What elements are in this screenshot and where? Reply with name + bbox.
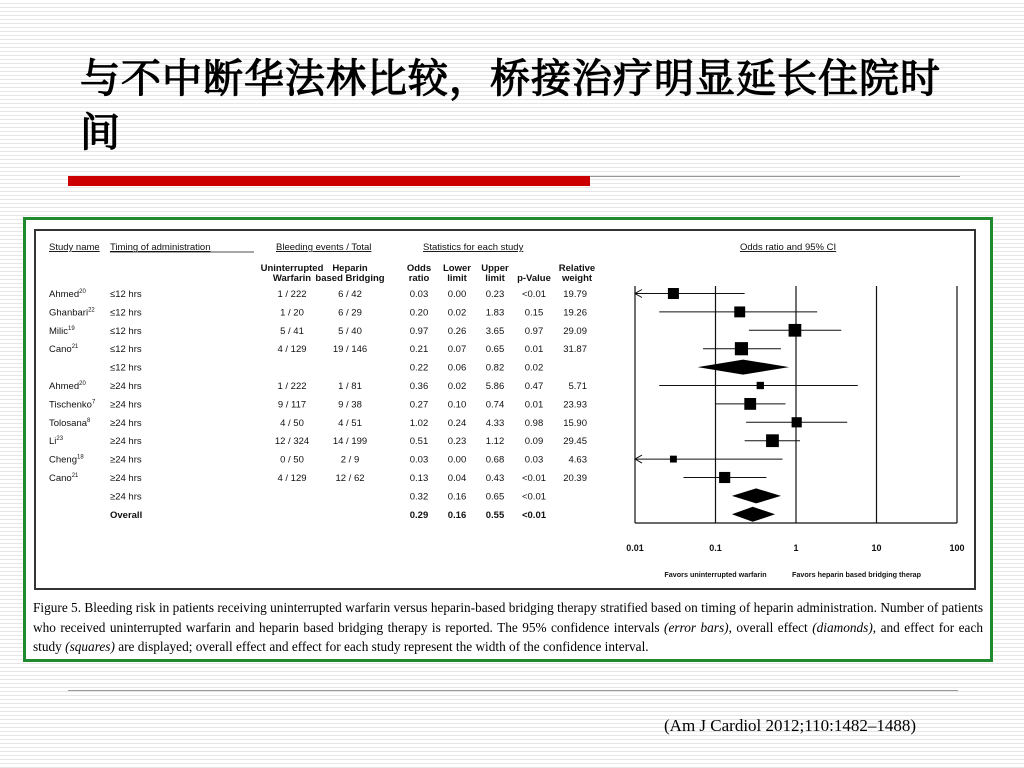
row-bridging-events: 1 / 81 xyxy=(338,381,362,392)
row-odds-ratio: 0.32 xyxy=(409,491,429,503)
favors-left-label: Favors uninterrupted warfarin xyxy=(664,570,767,579)
row-warfarin-events: 1 / 222 xyxy=(277,289,307,300)
title-underline-accent xyxy=(68,176,590,186)
row-upper-limit: 0.55 xyxy=(485,509,505,521)
row-relative-weight: 5.71 xyxy=(568,381,587,392)
study-square xyxy=(744,398,756,410)
row-study-name: Tischenko$^7$ xyxy=(49,399,96,411)
header-study-name: Study name xyxy=(49,242,100,253)
study-square xyxy=(766,434,779,447)
row-study-name: Li$^{23}$ xyxy=(49,436,64,448)
x-tick-label-100: 100 xyxy=(949,543,965,553)
caption-text-1: Figure 5. Bleeding risk in patients receiving uninterrupted warfarin versus heparin-based bridging therapy stratified based on timing of heparin administration. Number of patients who received uninterrupted warfarin and heparin based bridging therapy is reported. The 95% confidence intervals xyxy=(33,600,983,635)
row-p-value: 0.98 xyxy=(524,417,544,429)
row-warfarin-events: 1 / 20 xyxy=(280,307,304,319)
row-upper-limit: 5.86 xyxy=(485,381,505,392)
row-warfarin-events: 9 / 117 xyxy=(277,399,307,411)
row-upper-limit: 0.65 xyxy=(485,344,505,356)
caption-emphasis-error-bars: (error bars) xyxy=(664,619,729,635)
row-relative-weight: 31.87 xyxy=(563,344,587,356)
footer-rule xyxy=(68,690,958,691)
study-square xyxy=(734,306,745,317)
row-upper-limit: 0.65 xyxy=(485,491,505,503)
row-p-value: 0.97 xyxy=(524,325,544,337)
row-study-name: Milic$^{19}$ xyxy=(49,325,75,337)
row-odds-ratio: 0.51 xyxy=(409,436,429,448)
row-relative-weight: 29.09 xyxy=(563,325,587,337)
slide-title: 与不中断华法林比较，桥接治疗明显延长住院时间 xyxy=(80,56,941,156)
row-relative-weight: 15.90 xyxy=(563,417,587,429)
row-study-name: Tolosana$^8$ xyxy=(49,417,91,429)
study-square xyxy=(668,288,679,299)
row-warfarin-events: 5 / 41 xyxy=(280,325,304,337)
header-timing: Timing of administration xyxy=(110,242,211,253)
row-p-value: 0.01 xyxy=(524,344,544,356)
colhead-upper-limit-line2: limit xyxy=(485,273,505,284)
caption-text-4: are displayed; overall effect and effect for each study represent the width of the confidence interval. xyxy=(114,639,649,654)
row-lower-limit: 0.23 xyxy=(447,436,467,448)
row-lower-limit: 0.16 xyxy=(447,509,467,521)
row-relative-weight: 19.79 xyxy=(563,289,587,300)
row-timing: ≤12 hrs xyxy=(110,289,142,300)
row-odds-ratio: 0.27 xyxy=(409,399,429,411)
row-timing: ≤12 hrs xyxy=(110,362,142,374)
row-timing: ≤12 hrs xyxy=(110,307,142,319)
row-lower-limit: 0.02 xyxy=(447,307,467,319)
row-study-ref: 18 xyxy=(77,454,84,461)
row-p-value: 0.47 xyxy=(524,381,544,392)
study-square xyxy=(789,324,802,337)
row-p-value: 0.03 xyxy=(524,454,544,466)
x-tick-label-0.1: 0.1 xyxy=(709,543,722,553)
colhead-lower-limit-line1: Lower xyxy=(443,263,471,274)
row-odds-ratio: 0.03 xyxy=(409,289,429,300)
row-p-value: <0.01 xyxy=(521,473,547,484)
forest-plot xyxy=(36,231,974,588)
row-study-ref: 20 xyxy=(79,289,86,295)
row-p-value: 0.02 xyxy=(524,362,544,374)
row-upper-limit: 0.74 xyxy=(485,399,505,411)
row-warfarin-events: 1 / 222 xyxy=(277,381,307,392)
x-tick-label-1: 1 xyxy=(793,543,799,553)
row-odds-ratio: 0.13 xyxy=(409,473,429,484)
row-lower-limit: 0.04 xyxy=(447,473,467,484)
row-timing: ≤12 hrs xyxy=(110,344,142,356)
study-square xyxy=(792,417,802,427)
row-warfarin-events: 4 / 129 xyxy=(277,344,307,356)
row-timing: ≥24 hrs xyxy=(110,491,142,503)
row-bridging-events: 5 / 40 xyxy=(338,325,362,337)
summary-diamond xyxy=(698,360,789,375)
row-warfarin-events: 0 / 50 xyxy=(280,454,304,466)
row-warfarin-events: 4 / 129 xyxy=(277,473,307,484)
x-tick-label-10: 10 xyxy=(871,543,882,553)
row-timing: Overall xyxy=(110,509,143,521)
colhead-relative-weight-line2: weight xyxy=(561,273,593,284)
study-square xyxy=(719,472,730,483)
colhead-warfarin-line2: Warfarin xyxy=(272,273,312,284)
row-relative-weight: 19.26 xyxy=(563,307,587,319)
row-odds-ratio: 0.03 xyxy=(409,454,429,466)
row-timing: ≥24 hrs xyxy=(110,473,142,484)
row-relative-weight: 20.39 xyxy=(563,473,587,484)
row-p-value: 0.09 xyxy=(524,436,544,448)
caption-emphasis-diamonds: (diamonds) xyxy=(812,619,873,635)
row-lower-limit: 0.24 xyxy=(447,417,467,429)
forest-plot-panel xyxy=(34,229,976,590)
row-study-name: Ahmed$^{20}$ xyxy=(49,381,86,392)
overall-diamond xyxy=(732,507,775,522)
colhead-warfarin-line1: Uninterrupted xyxy=(260,263,324,274)
study-square xyxy=(735,342,748,355)
colhead-relative-weight-line1: Relative xyxy=(558,263,596,274)
row-lower-limit: 0.26 xyxy=(447,325,467,337)
row-lower-limit: 0.00 xyxy=(447,454,467,466)
row-odds-ratio: 0.36 xyxy=(409,381,429,392)
row-lower-limit: 0.02 xyxy=(447,381,467,392)
row-timing: ≤12 hrs xyxy=(110,325,142,337)
row-bridging-events: 12 / 62 xyxy=(335,473,365,484)
summary-diamond xyxy=(732,488,781,503)
figure-caption xyxy=(33,598,983,657)
x-tick-label-0.01: 0.01 xyxy=(626,543,644,553)
row-p-value: 0.15 xyxy=(524,307,544,319)
row-timing: ≥24 hrs xyxy=(110,436,142,448)
row-bridging-events: 2 / 9 xyxy=(340,454,360,466)
row-bridging-events: 6 / 29 xyxy=(338,307,362,319)
row-bridging-events: 6 / 42 xyxy=(338,289,362,300)
row-upper-limit: 3.65 xyxy=(485,325,505,337)
row-timing: ≥24 hrs xyxy=(110,381,142,392)
colhead-upper-limit-line1: Upper xyxy=(481,263,509,274)
row-lower-limit: 0.07 xyxy=(447,344,467,356)
caption-text-3: , and effect for each study xyxy=(33,619,983,654)
row-bridging-events: 19 / 146 xyxy=(332,344,368,356)
row-study-ref: 19 xyxy=(68,325,75,332)
favors-right-label: Favors heparin based bridging therap xyxy=(792,570,921,579)
row-study-ref: 8 xyxy=(87,417,91,424)
row-study-ref: 23 xyxy=(56,436,64,443)
row-timing: ≥24 hrs xyxy=(110,417,142,429)
row-upper-limit: 1.83 xyxy=(485,307,505,319)
row-bridging-events: 4 / 51 xyxy=(338,417,362,429)
study-square xyxy=(670,456,677,463)
row-relative-weight: 29.45 xyxy=(563,436,587,448)
row-odds-ratio: 0.29 xyxy=(409,509,429,521)
row-study-ref: 20 xyxy=(79,381,86,387)
row-study-ref: 21 xyxy=(71,344,79,351)
row-odds-ratio: 0.21 xyxy=(409,344,429,356)
row-odds-ratio: 0.20 xyxy=(409,307,429,319)
row-odds-ratio: 0.97 xyxy=(409,325,429,337)
row-relative-weight: 23.93 xyxy=(563,399,587,411)
row-study-name: Cano$^{21}$ xyxy=(49,344,79,356)
colhead-p-value-line2: p-Value xyxy=(517,273,551,284)
colhead-bridging-line2: based Bridging xyxy=(315,273,385,284)
row-study-name: Cheng$^{18}$ xyxy=(49,454,84,466)
row-warfarin-events: 12 / 324 xyxy=(274,436,310,448)
row-study-name: Ahmed$^{20}$ xyxy=(49,289,86,300)
row-relative-weight: 4.63 xyxy=(568,454,587,466)
colhead-odds-ratio-line2: ratio xyxy=(408,273,430,284)
row-study-ref: 7 xyxy=(91,399,96,406)
row-timing: ≥24 hrs xyxy=(110,454,142,466)
header-statistics: Statistics for each study xyxy=(423,242,524,253)
row-upper-limit: 0.68 xyxy=(485,454,505,466)
colhead-lower-limit-line2: limit xyxy=(447,273,467,284)
study-square xyxy=(757,382,764,389)
row-lower-limit: 0.00 xyxy=(447,289,467,300)
row-p-value: <0.01 xyxy=(521,289,547,300)
row-lower-limit: 0.06 xyxy=(447,362,467,374)
row-p-value: <0.01 xyxy=(521,491,547,503)
row-lower-limit: 0.10 xyxy=(447,399,467,411)
row-bridging-events: 14 / 199 xyxy=(332,436,368,448)
row-odds-ratio: 1.02 xyxy=(409,417,429,429)
row-odds-ratio: 0.22 xyxy=(409,362,429,374)
citation: (Am J Cardiol 2012;110:1482–1488) xyxy=(664,716,916,735)
header-odds-ratio: Odds ratio and 95% CI xyxy=(740,242,837,253)
title-underline-rule xyxy=(590,176,960,177)
row-p-value: <0.01 xyxy=(521,509,547,521)
row-upper-limit: 0.23 xyxy=(485,289,505,300)
row-study-name: Cano$^{21}$ xyxy=(49,473,79,484)
colhead-bridging-line1: Heparin xyxy=(332,263,368,274)
row-upper-limit: 0.43 xyxy=(485,473,505,484)
row-warfarin-events: 4 / 50 xyxy=(280,417,304,429)
header-bleeding-events: Bleeding events / Total xyxy=(276,242,372,253)
row-study-name: Ghanbari$^{22}$ xyxy=(49,307,95,319)
row-bridging-events: 9 / 38 xyxy=(338,399,362,411)
row-lower-limit: 0.16 xyxy=(447,491,467,503)
row-upper-limit: 4.33 xyxy=(485,417,505,429)
row-timing: ≥24 hrs xyxy=(110,399,142,411)
row-upper-limit: 0.82 xyxy=(485,362,505,374)
caption-text-2: , overall effect xyxy=(728,619,813,635)
row-p-value: 0.01 xyxy=(524,399,544,411)
row-upper-limit: 1.12 xyxy=(485,436,505,448)
row-study-ref: 22 xyxy=(88,307,95,314)
row-study-ref: 21 xyxy=(71,473,79,479)
caption-emphasis-squares: (squares) xyxy=(65,639,115,654)
colhead-odds-ratio-line1: Odds xyxy=(406,263,432,274)
